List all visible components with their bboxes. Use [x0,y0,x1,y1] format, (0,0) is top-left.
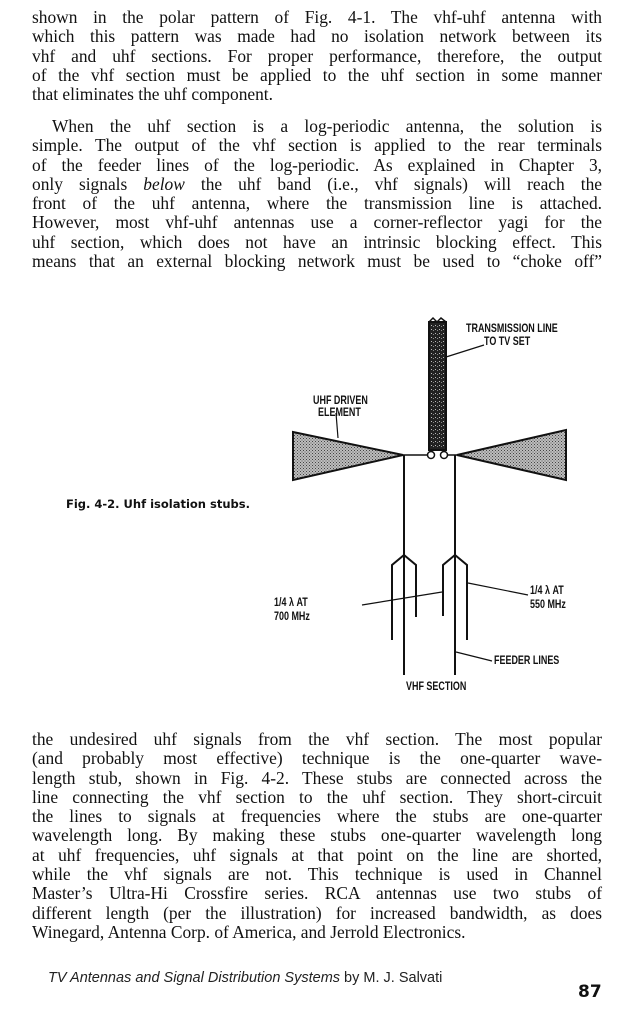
page-number: 87 [578,982,602,1002]
text-line: When the uhf section is a log-periodic antenna, the solution is [52,116,602,136]
text-line: vhf and uhf sections. For proper performance, therefore, the output [32,45,602,66]
figure-caption: Fig. 4-2. Uhf isolation stubs. [66,497,250,511]
text-line: at uhf frequencies, uhf signals at that point on the line are shorted, [32,844,602,865]
text-line: uhf section, which does not have an intrinsic blocking effect. This [32,231,602,252]
text-line: different length (per the illustration) for increased bandwidth, as does [32,902,602,923]
page-footer [48,970,442,986]
text-line: shown in the polar pattern of Fig. 4-1. The vhf-uhf antenna with [32,7,602,27]
transmission-line [429,318,446,450]
uhf-driven-element-right [457,430,566,480]
text-line: while the vhf signals are not. This technique is used in Channel [32,864,602,885]
text-line: simple. The output of the vhf section is applied to the rear terminals [32,135,602,156]
paragraph-2 [32,117,602,271]
label-to-tv-set: TO TV SET [484,336,531,348]
text-line: of the feeder lines of the log-periodic. As explained in Chapter 3, [32,154,602,175]
text-line: the lines to signals at frequencies where the stubs are one-quarter [32,806,602,827]
paragraph-1 [32,8,602,104]
antenna-diagram [270,300,610,700]
text-line: of the vhf section must be applied to the uhf section in some manner [32,64,602,85]
label-700mhz: 700 MHz [274,611,310,623]
label-quarter-wave-700: 1/4 λ AT [274,597,308,609]
paragraph-3 [32,730,602,942]
label-uhf-driven: UHF DRIVEN [313,395,368,407]
label-feeder-lines: FEEDER LINES [494,655,560,667]
book-title: TV Antennas and Signal Distribution Systems [48,970,341,986]
text-line: the undesired uhf signals from the vhf section. The most popular [32,729,602,749]
text-line [32,175,602,194]
label-quarter-wave-550: 1/4 λ AT [530,585,564,597]
label-transmission-line: TRANSMISSION LINE [466,323,558,335]
uhf-driven-element-left [293,432,403,480]
text-line: (and probably most effective) technique is the one-quarter wave- [32,748,602,769]
label-element: ELEMENT [318,407,361,419]
text-line: that eliminates the uhf component. [32,84,273,105]
label-vhf-section: VHF SECTION [406,681,467,693]
text-line: wavelength long. By making these stubs one-quarter wavelength long [32,825,602,846]
text-run: the uhf band (i.e., vhf signals) will reach the [184,173,602,194]
terminal-left [428,452,435,459]
text-line: However, most vhf-uhf antennas use a corner-reflector yagi for the [32,212,602,233]
text-line: front of the uhf antenna, where the transmission line is attached. [32,193,602,214]
text-line: which this pattern was made had no isolation network between its [32,26,602,47]
text-run: only signals [32,173,144,194]
emphasis-below: below [143,173,185,194]
text-line: length stub, shown in Fig. 4-2. These stubs are connected across the [32,767,602,788]
label-550mhz: 550 MHz [530,599,566,611]
text-line: Master’s Ultra-Hi Crossfire series. RCA antennas use two stubs of [32,883,602,904]
text-line: means that an external blocking network must be used to “choke off” [32,251,602,272]
byline: by M. J. Salvati [340,970,443,986]
text-line: line connecting the vhf section to the uhf section. They short-circuit [32,786,602,807]
text-line: Winegard, Antenna Corp. of America, and Jerrold Electronics. [32,921,466,942]
isolation-stubs-schematic [270,300,610,700]
terminal-right [441,452,448,459]
